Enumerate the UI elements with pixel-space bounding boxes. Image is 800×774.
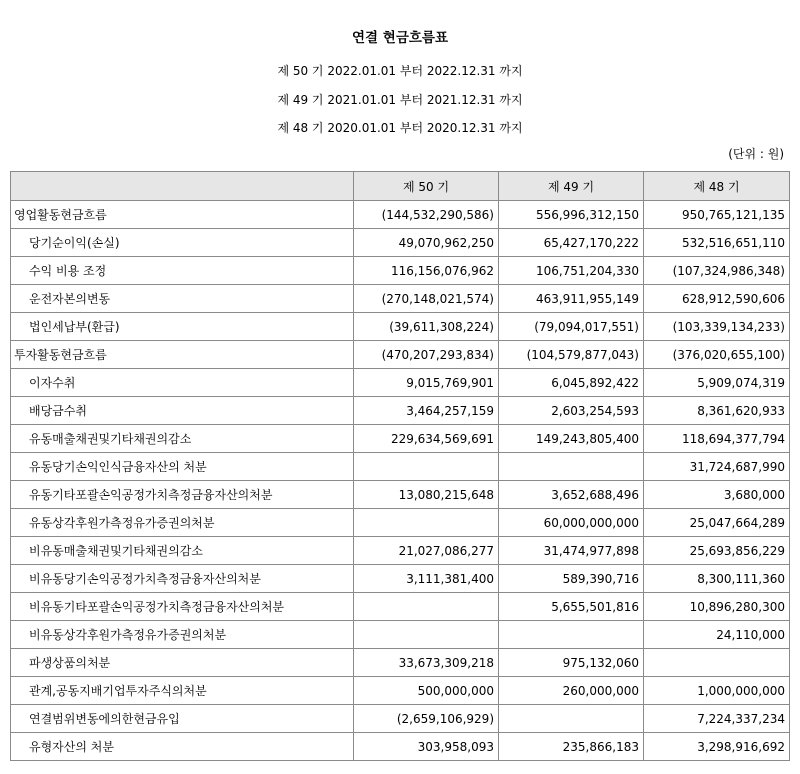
value-50: 303,958,093 [354,733,499,761]
row-label: 연결범위변동에의한현금유입 [11,705,354,733]
value-48: 5,909,074,319 [644,369,790,397]
table-row [11,453,790,481]
value-50: (270,148,021,574) [354,285,499,313]
value-50: (39,611,308,224) [354,313,499,341]
value-48 [644,649,790,677]
value-48: 628,912,590,606 [644,285,790,313]
value-49: 235,866,183 [499,733,644,761]
value-49: 60,000,000,000 [499,509,644,537]
table-row [11,537,790,565]
row-label: 비유동상각후원가측정유가증권의처분 [11,621,354,649]
period-line-50: 제 50 기 2022.01.01 부터 2022.12.31 까지 [277,64,523,78]
table-header-row [11,172,790,201]
value-49: 31,474,977,898 [499,537,644,565]
value-50: 49,070,962,250 [354,229,499,257]
table-row [11,257,790,285]
value-50: 500,000,000 [354,677,499,705]
value-49: (79,094,017,551) [499,313,644,341]
value-49: 463,911,955,149 [499,285,644,313]
table-row [11,397,790,425]
table-row [11,229,790,257]
value-48: (107,324,986,348) [644,257,790,285]
value-48: (103,339,134,233) [644,313,790,341]
table-row [11,677,790,705]
value-49: 65,427,170,222 [499,229,644,257]
value-48: 25,047,664,289 [644,509,790,537]
row-label: 이자수취 [11,369,354,397]
table-row [11,593,790,621]
value-50 [354,509,499,537]
value-48: 8,361,620,933 [644,397,790,425]
value-50: 229,634,569,691 [354,425,499,453]
table-row [11,201,790,229]
table-row [11,649,790,677]
value-49 [499,705,644,733]
value-48: (376,020,655,100) [644,341,790,369]
row-label: 비유동매출채권및기타채권의감소 [11,537,354,565]
value-49: 2,603,254,593 [499,397,644,425]
value-50: 9,015,769,901 [354,369,499,397]
value-50 [354,593,499,621]
value-50 [354,621,499,649]
value-48: 25,693,856,229 [644,537,790,565]
value-48: 10,896,280,300 [644,593,790,621]
row-label: 비유동당기손익공정가치측정금융자산의처분 [11,565,354,593]
row-label: 영업활동현금흐름 [11,201,354,229]
value-49: 589,390,716 [499,565,644,593]
table-row [11,621,790,649]
column-header-49: 제 49 기 [499,172,644,201]
value-50: 3,464,257,159 [354,397,499,425]
table-row [11,341,790,369]
value-48: 7,224,337,234 [644,705,790,733]
value-50 [354,453,499,481]
value-49 [499,621,644,649]
value-49: (104,579,877,043) [499,341,644,369]
table-row [11,313,790,341]
value-50: (470,207,293,834) [354,341,499,369]
row-label: 파생상품의처분 [11,649,354,677]
row-label: 배당금수취 [11,397,354,425]
row-label: 유동당기손익인식금융자산의 처분 [11,453,354,481]
row-label: 당기순이익(손실) [11,229,354,257]
row-label: 유형자산의 처분 [11,733,354,761]
value-48: 532,516,651,110 [644,229,790,257]
value-49: 6,045,892,422 [499,369,644,397]
value-48: 3,680,000 [644,481,790,509]
value-48: 24,110,000 [644,621,790,649]
period-line-49: 제 49 기 2021.01.01 부터 2021.12.31 까지 [277,93,523,107]
table-row [11,481,790,509]
row-label: 관계,공동지배기업투자주식의처분 [11,677,354,705]
value-49: 5,655,501,816 [499,593,644,621]
value-49: 975,132,060 [499,649,644,677]
value-49: 556,996,312,150 [499,201,644,229]
value-50: 3,111,381,400 [354,565,499,593]
table-row [11,369,790,397]
row-label: 유동매출채권및기타채권의감소 [11,425,354,453]
column-header-48: 제 48 기 [644,172,790,201]
value-48: 118,694,377,794 [644,425,790,453]
value-49: 149,243,805,400 [499,425,644,453]
value-49: 260,000,000 [499,677,644,705]
column-header-50: 제 50 기 [354,172,499,201]
table-row [11,733,790,761]
row-label: 유동기타포괄손익공정가치측정금융자산의처분 [11,481,354,509]
table-row [11,705,790,733]
row-label: 수익 비용 조정 [11,257,354,285]
value-49: 106,751,204,330 [499,257,644,285]
row-label: 유동상각후원가측정유가증권의처분 [11,509,354,537]
value-48: 31,724,687,990 [644,453,790,481]
table-row [11,565,790,593]
value-50: 33,673,309,218 [354,649,499,677]
value-50: (2,659,106,929) [354,705,499,733]
value-50: 116,156,076,962 [354,257,499,285]
document-title: 연결 현금흐름표 [352,30,448,46]
period-line-48: 제 48 기 2020.01.01 부터 2020.12.31 까지 [277,121,523,135]
value-50: 21,027,086,277 [354,537,499,565]
unit-label: (단위 : 원) [728,147,784,161]
value-49: 3,652,688,496 [499,481,644,509]
column-header-label [11,172,354,201]
row-label: 비유동기타포괄손익공정가치측정금융자산의처분 [11,593,354,621]
value-48: 1,000,000,000 [644,677,790,705]
value-48: 3,298,916,692 [644,733,790,761]
value-48: 950,765,121,135 [644,201,790,229]
table-body [11,201,790,761]
row-label: 법인세납부(환급) [11,313,354,341]
row-label: 운전자본의변동 [11,285,354,313]
cash-flow-table [10,171,790,761]
row-label: 투자활동현금흐름 [11,341,354,369]
value-50: (144,532,290,586) [354,201,499,229]
table-row [11,425,790,453]
value-50: 13,080,215,648 [354,481,499,509]
value-48: 8,300,111,360 [644,565,790,593]
value-49 [499,453,644,481]
table-row [11,285,790,313]
table-row [11,509,790,537]
